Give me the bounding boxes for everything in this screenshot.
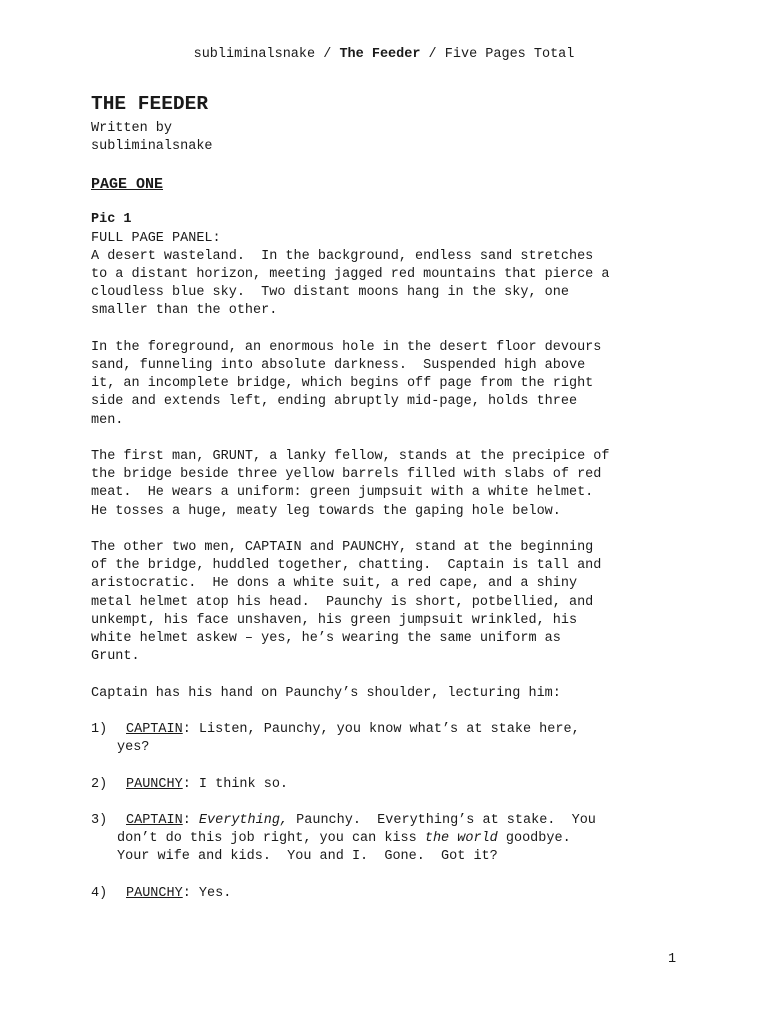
text-line: unkempt, his face unshaven, his green jumpsuit wrinkled, his [91,612,578,628]
speaker-name: CAPTAIN [126,722,183,738]
pic-label: Pic 1 [91,212,132,228]
dialogue-line: : Listen, Paunchy, you know what’s at stake here, [182,722,580,738]
text-line: white helmet askew – yes, he’s wearing the same uniform as [91,631,561,647]
script-body [91,92,691,903]
page-heading: PAGE ONE [91,176,164,194]
emphasis-text: Everything, [198,813,289,828]
running-header [0,46,768,64]
text-line: it, an incomplete bridge, which begins off page from the right [91,376,594,392]
text-line: Captain has his hand on Paunchy’s shoulder, lecturing him: [91,685,561,701]
text-line: Grunt. [91,649,140,665]
dialogue-text: CAPTAIN: Everything, Paunchy. Everything’s at stake. You don’t do this job right, you can kiss the world goodbye. Your wife and kids. You and I. Gone. Got it? [126,812,691,867]
page-number: 1 [668,952,677,967]
dialogue-number: 1) [91,722,108,738]
text-line: meat. He wears a uniform: green jumpsuit with a white helmet. [91,485,594,501]
text-line: the bridge beside three yellow barrels filled with slabs of red [91,467,602,483]
text-line: to a distant horizon, meeting jagged red mountains that pierce a [91,267,610,283]
text-line: metal helmet atop his head. Paunchy is short, potbellied, and [91,594,594,610]
text-line: A desert wasteland. In the background, endless sand stretches [91,248,594,264]
text-line: cloudless blue sky. Two distant moons hang in the sky, one [91,285,569,301]
dialogue-item [91,812,691,867]
header-page-count: Five Pages Total [444,47,575,62]
speaker-name: CAPTAIN [126,813,183,828]
byline-written-by: Written by [91,121,173,136]
description-paragraph [91,685,691,703]
dialogue-number: 3) [91,813,108,828]
header-title: The Feeder [339,47,421,62]
description-paragraph [91,339,691,430]
panel-label: FULL PAGE PANEL: [91,230,221,246]
dialogue-item [91,885,691,903]
dialogue-number: 2) [91,776,108,792]
byline [91,120,691,156]
text-line: men. [91,412,124,428]
dialogue-line: yes? [117,740,150,756]
text-line: The first man, GRUNT, a lanky fellow, stands at the precipice of [91,449,610,465]
text-line: The other two men, CAPTAIN and PAUNCHY, stand at the beginning [91,540,594,556]
dialogue-line: goodbye. [497,831,571,847]
dialogue-item [91,776,691,794]
text-line: smaller than the other. [91,303,278,319]
text-line: sand, funneling into absolute darkness. Suspended high above [91,358,586,374]
dialogue-text [126,885,691,903]
script-title: THE FEEDER [91,93,209,115]
speaker-name: PAUNCHY [126,885,183,901]
byline-author: subliminalsnake [91,139,213,155]
dialogue-line: Your wife and kids. You and I. Gone. Got it? [117,849,498,865]
description-paragraph [91,448,691,521]
text-line: side and extends left, ending abruptly mid-page, holds three [91,394,578,410]
description-paragraph [91,539,691,666]
dialogue-number: 4) [91,885,108,901]
dialogue-text [126,776,691,794]
emphasis-text: the world [424,831,498,847]
header-author: subliminalsnake [193,47,316,62]
text-line: aristocratic. He dons a white suit, a red cape, and a shiny [91,576,578,592]
text-line: In the foreground, an enormous hole in the desert floor devours [91,339,602,355]
header-separator: / [315,47,340,62]
header-separator: / [420,47,445,62]
description-paragraph [91,248,691,321]
dialogue-line: : I think so. [182,776,289,792]
dialogue-item [91,721,691,757]
dialogue-line: Paunchy. Everything’s at stake. You [288,813,596,828]
text-line: He tosses a huge, meaty leg towards the gaping hole below. [91,503,561,519]
dialogue-line: don’t do this job right, you can kiss [117,831,425,847]
speaker-name: PAUNCHY [126,776,183,792]
text-line: of the bridge, huddled together, chatting. Captain is tall and [91,558,602,574]
dialogue-line: : Yes. [182,885,232,901]
dialogue-text [117,721,691,757]
